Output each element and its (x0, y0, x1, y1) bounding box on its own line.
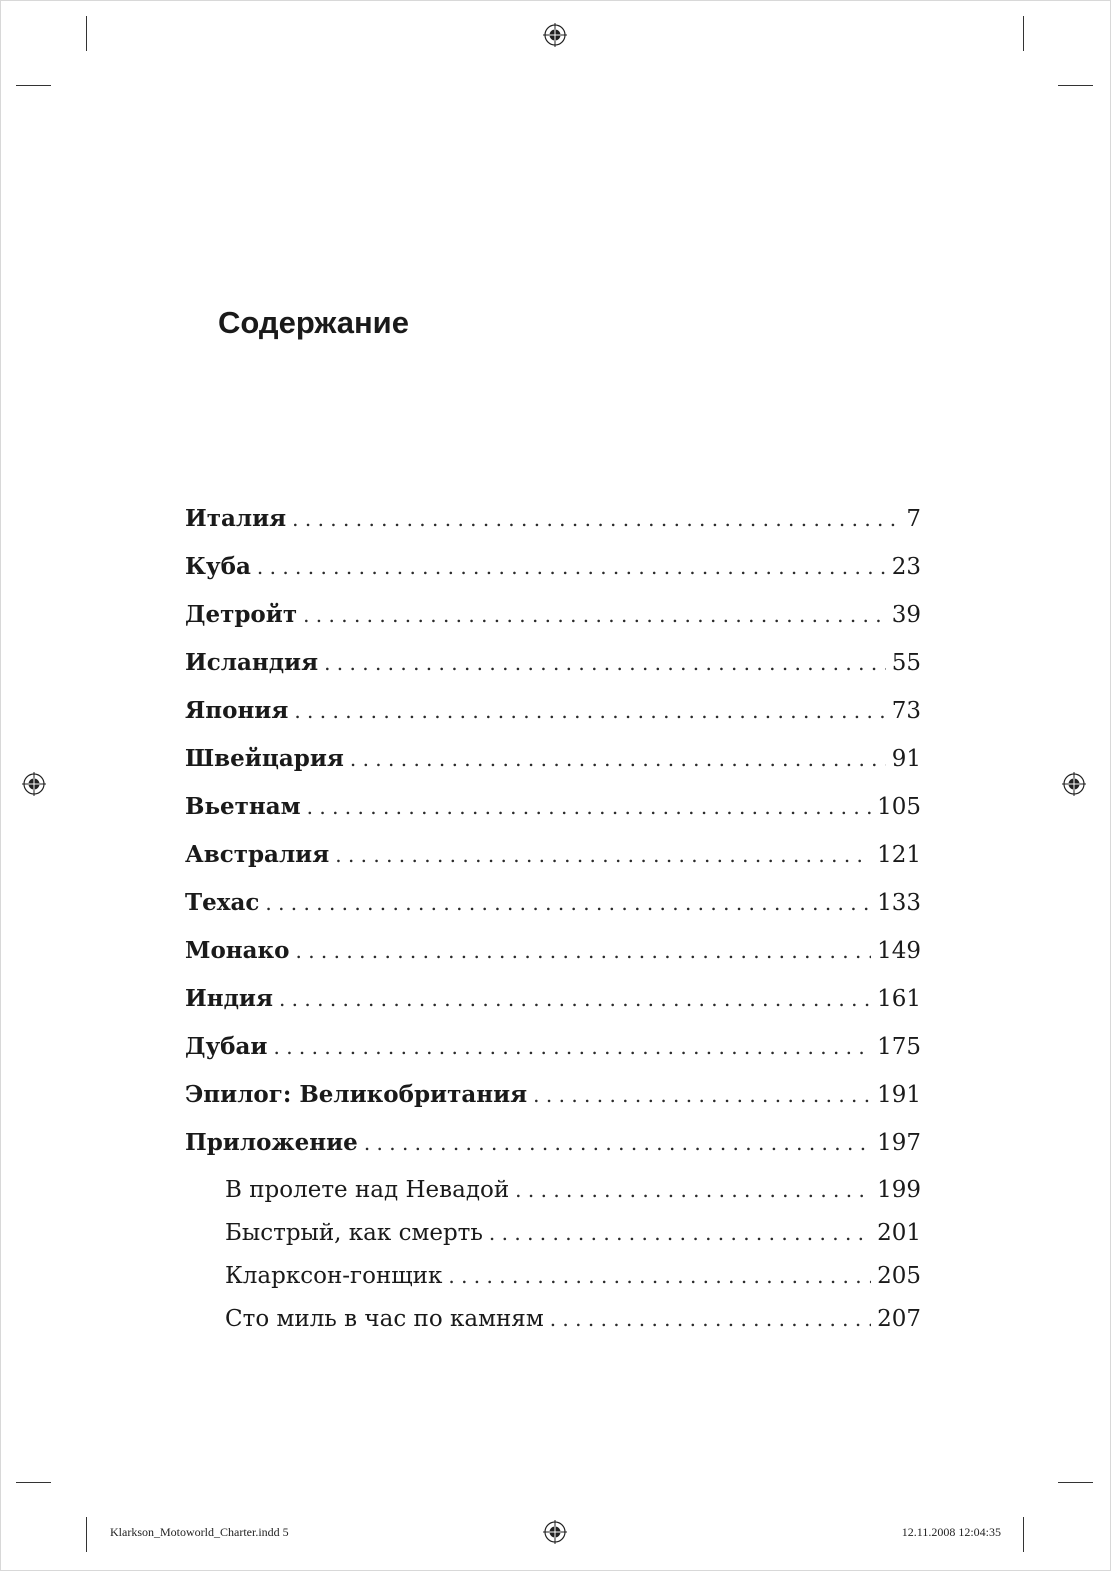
registration-mark-icon (543, 23, 567, 47)
dot-leader (324, 651, 886, 675)
toc-entry-label: Техас (185, 889, 260, 916)
toc-entry[interactable] (185, 697, 921, 745)
toc-entry-page: 23 (891, 554, 921, 580)
page-title: Содержание (218, 305, 409, 340)
toc-subentry-label: Кларксон-гонщик (225, 1263, 443, 1289)
toc-subentry-label: Сто миль в час по камням (225, 1306, 544, 1332)
toc-subentry-page: 201 (877, 1220, 921, 1246)
crop-mark (86, 16, 87, 51)
registration-mark-icon (1062, 772, 1086, 796)
toc-entry[interactable] (185, 553, 921, 601)
toc-entry-label: Детройт (185, 601, 298, 628)
dot-leader (292, 507, 900, 531)
dot-leader (257, 555, 886, 579)
toc-entry-page: 39 (891, 602, 921, 628)
dot-leader (350, 747, 886, 771)
crop-mark (16, 85, 51, 86)
dot-leader (294, 699, 885, 723)
dot-leader (448, 1264, 871, 1288)
toc-subentry-label: Быстрый, как смерть (225, 1220, 483, 1246)
crop-mark (16, 1482, 51, 1483)
toc-entry-page: 161 (877, 986, 921, 1012)
crop-mark (1058, 1482, 1093, 1483)
toc-subentry-label: В пролете над Невадой (225, 1177, 510, 1203)
toc-subentry[interactable] (185, 1177, 921, 1220)
toc-entry-label: Дубаи (185, 1033, 268, 1060)
toc-entry[interactable] (185, 793, 921, 841)
toc-entry[interactable] (185, 937, 921, 985)
dot-leader (296, 939, 872, 963)
toc-subentry[interactable] (185, 1263, 921, 1306)
dot-leader (279, 987, 871, 1011)
crop-mark (86, 1517, 87, 1552)
toc-entry-label: Италия (185, 505, 287, 532)
toc-entry[interactable] (185, 505, 921, 553)
dot-leader (307, 795, 871, 819)
toc-entry[interactable] (185, 1129, 921, 1177)
toc-entry[interactable] (185, 745, 921, 793)
toc-entry-label: Монако (185, 937, 290, 964)
toc-entry[interactable] (185, 649, 921, 697)
toc-entry[interactable] (185, 841, 921, 889)
toc-entry-label: Австралия (185, 841, 330, 868)
toc-entry[interactable] (185, 601, 921, 649)
toc-entry-label: Приложение (185, 1129, 358, 1156)
toc-subentry-page: 199 (877, 1177, 921, 1203)
dot-leader (364, 1131, 871, 1155)
toc-entry-page: 149 (877, 938, 921, 964)
toc-entry-page: 55 (891, 650, 921, 676)
toc-entry-page: 175 (877, 1034, 921, 1060)
dot-leader (303, 603, 886, 627)
toc-entry[interactable] (185, 889, 921, 937)
toc-entry-label: Исландия (185, 649, 319, 676)
toc-entry-label: Индия (185, 985, 273, 1012)
toc-entry-page: 133 (877, 890, 921, 916)
toc-entry-page: 105 (877, 794, 921, 820)
footer-filename: Klarkson_Motoworld_Charter.indd 5 (110, 1525, 289, 1539)
toc-entry-page: 121 (877, 842, 921, 868)
toc-entry-page: 73 (891, 698, 921, 724)
toc-subentry[interactable] (185, 1220, 921, 1263)
toc-entry-label: Швейцария (185, 745, 344, 772)
crop-mark (1023, 16, 1024, 51)
dot-leader (273, 1035, 871, 1059)
footer-timestamp: 12.11.2008 12:04:35 (901, 1525, 1001, 1539)
dot-leader (489, 1221, 871, 1245)
toc-entry-page: 91 (891, 746, 921, 772)
dot-leader (550, 1307, 871, 1331)
toc-entry-label: Япония (185, 697, 289, 724)
toc-subentry-page: 205 (877, 1263, 921, 1289)
toc-entry-page: 191 (877, 1082, 921, 1108)
toc-entry-page: 197 (877, 1130, 921, 1156)
toc-entry-page: 7 (906, 506, 921, 532)
dot-leader (265, 891, 871, 915)
toc-entry-label: Куба (185, 553, 251, 580)
toc-subentry[interactable] (185, 1306, 921, 1349)
toc-entry[interactable] (185, 1081, 921, 1129)
dot-leader (335, 843, 871, 867)
dot-leader (515, 1178, 871, 1202)
crop-mark (1058, 85, 1093, 86)
crop-mark (1023, 1517, 1024, 1552)
toc-entry-label: Эпилог: Великобритания (185, 1081, 528, 1108)
registration-mark-icon (22, 772, 46, 796)
toc-entry[interactable] (185, 985, 921, 1033)
toc-entry-label: Вьетнам (185, 793, 301, 820)
registration-mark-icon (543, 1520, 567, 1544)
table-of-contents (185, 505, 921, 1349)
toc-subentry-page: 207 (877, 1306, 921, 1332)
toc-entry[interactable] (185, 1033, 921, 1081)
dot-leader (533, 1083, 871, 1107)
